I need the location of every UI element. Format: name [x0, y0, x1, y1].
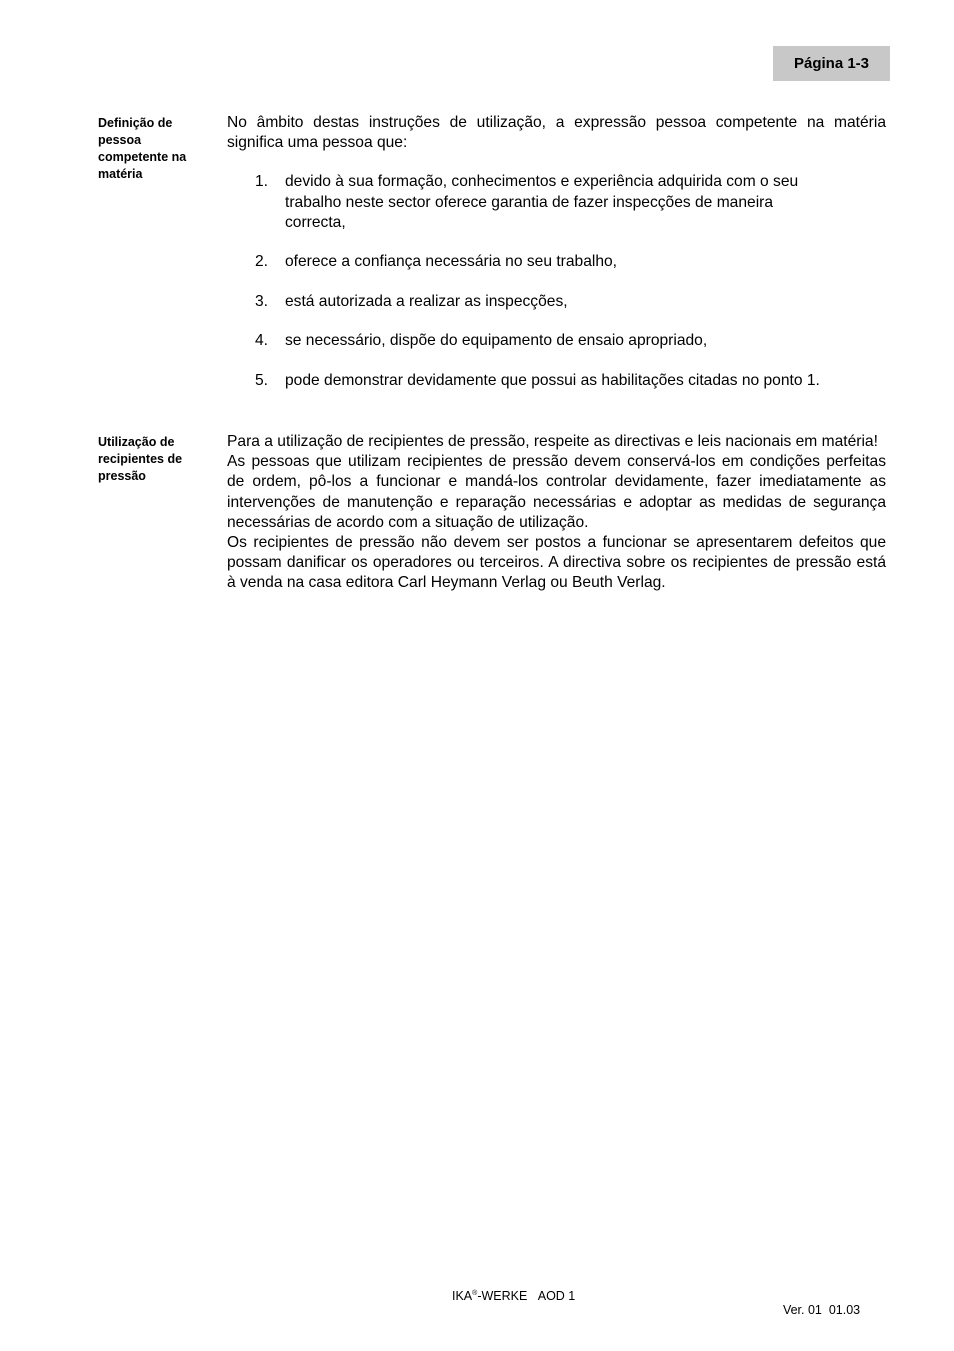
intro-paragraph: No âmbito destas instruções de utilização, a expressão pessoa competente na matéria significa uma pessoa que: — [227, 114, 886, 152]
list-item-text: oferece a confiança necessária no seu trabalho, — [285, 253, 618, 271]
list-item-text: se necessário, dispõe do equipamento de ensaio apropriado, — [285, 332, 708, 350]
side-label-pressure-vessels: Utilização de recipientes de pressão — [98, 435, 183, 483]
list-item-number: 3. — [255, 292, 269, 310]
footer-version — [776, 1289, 860, 1317]
footer-model: AOD 1 — [537, 1289, 576, 1303]
list-item — [227, 172, 886, 233]
list-item — [227, 331, 886, 351]
section-content — [227, 113, 886, 410]
list-item — [227, 371, 886, 391]
page-number-tag — [773, 46, 890, 81]
requirements-list — [227, 172, 886, 391]
footer-version-text: Ver. 01 01.03 — [782, 1303, 861, 1317]
paragraph: Para a utilização de recipientes de pressão, respeite as directivas e leis nacionais em matéria! — [227, 433, 878, 450]
list-item — [227, 252, 886, 272]
list-item-text: está autorizada a realizar as inspecções, — [285, 292, 568, 310]
list-item-text: devido à sua formação, conhecimentos e experiência adquirida com o seu trabalho neste sector oferece garantia de fazer inspecções de maneira correcta, — [285, 173, 799, 231]
paragraph: As pessoas que utilizam recipientes de pressão devem conservá-los em condições perfeitas de ordem, pô-los a funcionar e mandá-los controlar devidamente, fazer imediatamente as intervenções de manutenção e reparação necessárias e adoptar as medidas de segurança necessárias de acordo com a situação de utilização. — [227, 453, 886, 531]
list-item-number: 5. — [255, 371, 269, 389]
paragraph: Os recipientes de pressão não devem ser postos a funcionar se apresentarem defeitos que possam danificar os operadores ou terceiros. A directiva sobre os recipientes de pressão está à venda na casa editora Carl Heymann Verlag ou Beuth Verlag. — [227, 534, 886, 592]
registered-mark: ® — [472, 1290, 478, 1297]
list-item-number: 2. — [255, 253, 269, 271]
page-number-label: Página 1-3 — [793, 55, 870, 72]
footer-brand-suffix: -WERKE — [477, 1289, 528, 1303]
side-label-definition: Definição de pessoa competente na matéria — [98, 116, 187, 181]
section-content — [227, 432, 886, 594]
list-item-number: 4. — [255, 332, 269, 350]
list-item-number: 1. — [255, 173, 269, 191]
list-item-text: pode demonstrar devidamente que possui as habilitações citadas no ponto 1. — [285, 371, 820, 389]
footer-brand-model — [452, 1289, 575, 1303]
footer-brand: IKA — [452, 1289, 473, 1303]
list-item — [227, 292, 886, 312]
